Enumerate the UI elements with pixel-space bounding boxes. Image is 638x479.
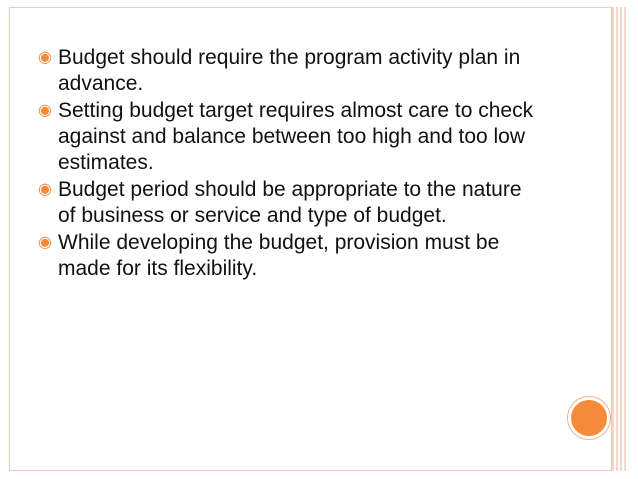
circle-bullet-icon: ◉ (38, 49, 52, 66)
bullet-text: While developing the budget, provision must be made for its flexibility. (58, 231, 500, 280)
circle-bullet-icon: ◉ (38, 181, 52, 198)
bullet-text: Setting budget target requires almost care to check against and balance between too high and too low estimates. (58, 99, 534, 174)
list-item (36, 230, 536, 282)
list-item (36, 98, 536, 176)
list-item (36, 177, 536, 229)
circle-bullet-icon: ◉ (38, 234, 52, 251)
orange-accent-dot (568, 397, 610, 439)
bullet-text: Budget should require the program activity plan in advance. (58, 46, 521, 95)
list-item (36, 45, 536, 97)
right-decorative-stripe (611, 7, 628, 471)
bullet-list (36, 45, 536, 283)
bullet-text: Budget period should be appropriate to the nature of business or service and type of budget. (58, 178, 522, 227)
circle-bullet-icon: ◉ (38, 102, 52, 119)
